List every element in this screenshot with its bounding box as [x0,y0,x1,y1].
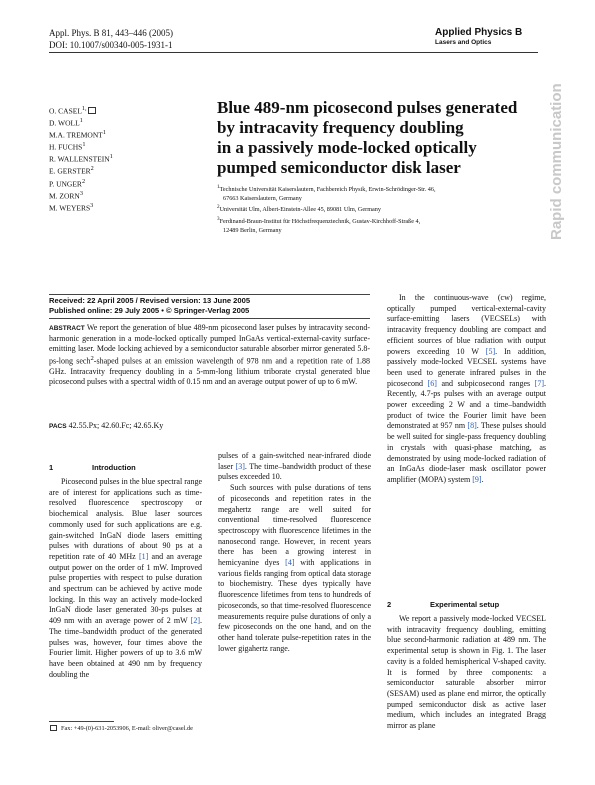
citation-link[interactable]: [8] [467,421,477,431]
author: E. GERSTER$^2$ [49,165,94,176]
header-rule [49,52,538,53]
affiliation: $^3$Ferdinand-Braun-Institut für Höchstfrequenztechnik, Gustav-Kirchhoff-Straße 4, [217,215,421,225]
affiliations: $^1$Technische Universität Kaiserslautern, Fachbereich Physik, Erwin-Schrödinger-Str. 46, 67663 Kaiserslautern, Germany $^2$Universität Ulm, Albert-Einstein-Allee 45, 89081 Ulm, Germany $^3$Ferdinand-Braun-Institut für Höchstfrequenztechnik, Gustav-Kirchhoff-Straße 4, 12489 Berlin, Germany [217,183,537,235]
author: M. WEYERS$^3$ [49,201,94,213]
section-heading-introduction: 1 Introduction [49,463,136,472]
author: M.A. TREMONT$^1$ [49,129,106,140]
affiliation: $^1$Technische Universität Kaiserslautern, Fachbereich Physik, Erwin-Schrödinger-Str. 46, [217,184,436,194]
envelope-icon [50,725,57,731]
divider [49,318,370,319]
footnote: Fax: +49-(0)-631-2053906, E-mail: oliver@casel.de [49,725,193,732]
affiliation: $^2$Universität Ulm, Albert-Einstein-Allee 45, 89081 Ulm, Germany [217,204,381,214]
divider [49,294,370,295]
abstract-label: ABSTRACT [49,325,85,332]
section-label-vertical: Rapid communication [548,83,565,240]
citation-link[interactable]: [6] [427,378,437,388]
citation-link[interactable]: [7] [534,378,544,388]
journal-subtitle: Lasers and Optics [435,39,492,46]
column-3: In the continuous-wave (cw) regime, optically pumped vertical-external-cavity surface-emitting lasers (VECSELs) with intracavity frequency doubling are compact and efficient sources of blue radiation with output powers exceeding 10 W [5]. In addition, passively mode-locked VECSEL systems have been used to generate infrared pulses in the picosecond [6] and subpicosecond ranges [7]. Recently, 4.7-ps pulses with an average output power exceeding 2 W and a time–bandwidth product of twice the Fourier limit have been demonstrated at 957 nm [8]. These pulses should be well suited for single-pass frequency doubling in crystals with quasi-phase matching, as demonstrated by using mode-locked radiation of an InGaAs diode-laser mask oscillator power amplifier (MOPA) system [9]. [387,293,547,484]
footnote-rule [49,721,114,722]
author: O. $CASEL^{1,}$ [49,104,113,116]
abstract: ABSTRACT We report the generation of blue 489-nm picosecond laser pulses by intracavity second-harmonic generation in a mode-locked optically pumped InGaAs vertical-external-cavity surface-emitting laser. Mode locking achieved by a semiconductor saturable absorber mirror generated 5.8-ps-long sech$^2$-shaped pulses at an emission wavelength of 978 nm and a repetition rate of 1.88 GHz. Intracavity frequency doubling in a 5-mm-long lithium triborate crystal generated blue picosecond pulses with a spectral width of 0.15 nm and an average output power of up to 6 mW. [49,323,371,387]
author: D. WOLL$^1$ [49,117,83,128]
journal-name: Applied Physics B [435,27,523,38]
column-1: Picosecond pulses in the blue spectral range are of interest for applications such as time-resolved fluorescence spectroscopy or biochemical analysis. Blue laser sources commonly used for such applications are e.g. gain-switched InGaN diode lasers emitting pulses with durations of about 90 ps at a repetition rate of 40 MHz [1] and an average output power on the order of 1 mW. Improved pulse properties with respect to pulse duration and spectrum can be achieved by active mode locking. In this way an actively mode-locked InGaN diode laser generated 30-ps pulses at 409 nm with an average power of 2 mW [2]. The time–bandwidth product of the generated pulses was, however, four times above the Fourier limit. Higher powers of up to 3.6 mW have been obtained at 490 nm by frequency doubling the [49,477,203,679]
author: M. ZORN$^3$ [49,189,83,201]
journal-citation: Appl. Phys. B 81, 443–446 (2005) [49,28,174,38]
pacs-codes: PACS 42.55.Px; 42.60.Fc; 42.65.Ky [49,421,164,430]
envelope-icon [88,107,96,114]
received-dates: Received: 22 April 2005 / Revised version: 13 June 2005 Published online: 29 July 2005 • © Springer-Verlag 2005 [49,296,251,315]
author-list [49,104,113,213]
citation-link[interactable]: [4] [285,558,295,568]
author: R. WALLENSTEIN$^1$ [49,153,113,164]
journal-masthead [435,27,545,46]
citation-link[interactable]: [3] [235,461,245,471]
author: H. FUCHS$^1$ [49,141,86,152]
doi: DOI: 10.1007/s00340-005-1931-1 [49,40,173,50]
author: P. UNGER$^2$ [49,177,86,189]
section-heading-experimental-setup: 2 Experimental setup [387,600,500,609]
paper-title: Blue 489-nm picosecond pulses generated by intracavity frequency doubling in a passively mode-locked optically pumped semiconductor disk laser [217,98,518,177]
citation-link[interactable]: [9] [472,474,482,484]
citation-link[interactable]: [5] [485,346,496,356]
column-2: pulses of a gain-switched near-infrared diode laser [3]. The time–bandwidth product of these pulses exceeded 10. Such sources with pulse durations of tens of picoseconds and repetition rates in the megahertz range are well suited for conventional time-resolved fluorescence spectroscopy with fluorescence lifetimes in the nanosecond range. However, in recent years there has been a growing interest in hemicyanine dyes [4] with applications in various fields ranging from optical data storage to biochemistry. These dyes typically have fluorescence lifetimes from tens to hundreds of picoseconds, so that time-resolved fluorescence measurements require pulse durations of only a few picoseconds on the one hand, and on the other hand tolerate pulse-repetition rates in the lower gigahertz range. [218,451,371,653]
citation-link[interactable]: [1] [138,551,149,561]
citation-header [49,27,173,51]
citation-link[interactable]: [2] [190,616,200,626]
column-3-continued: We report a passively mode-locked VECSEL with intracavity frequency doubling, emitting blue second-harmonic radiation at 489 nm. The experimental setup is shown in Fig. 1. The laser cavity is a folded hemispherical V-shaped cavity. It is formed by three components: a semiconductor saturable absorber mirror (SESAM) used as plane end mirror, the optically pumped semiconductor disk as active laser medium, which includes an integrated Bragg mirror as plane [387,614,546,731]
